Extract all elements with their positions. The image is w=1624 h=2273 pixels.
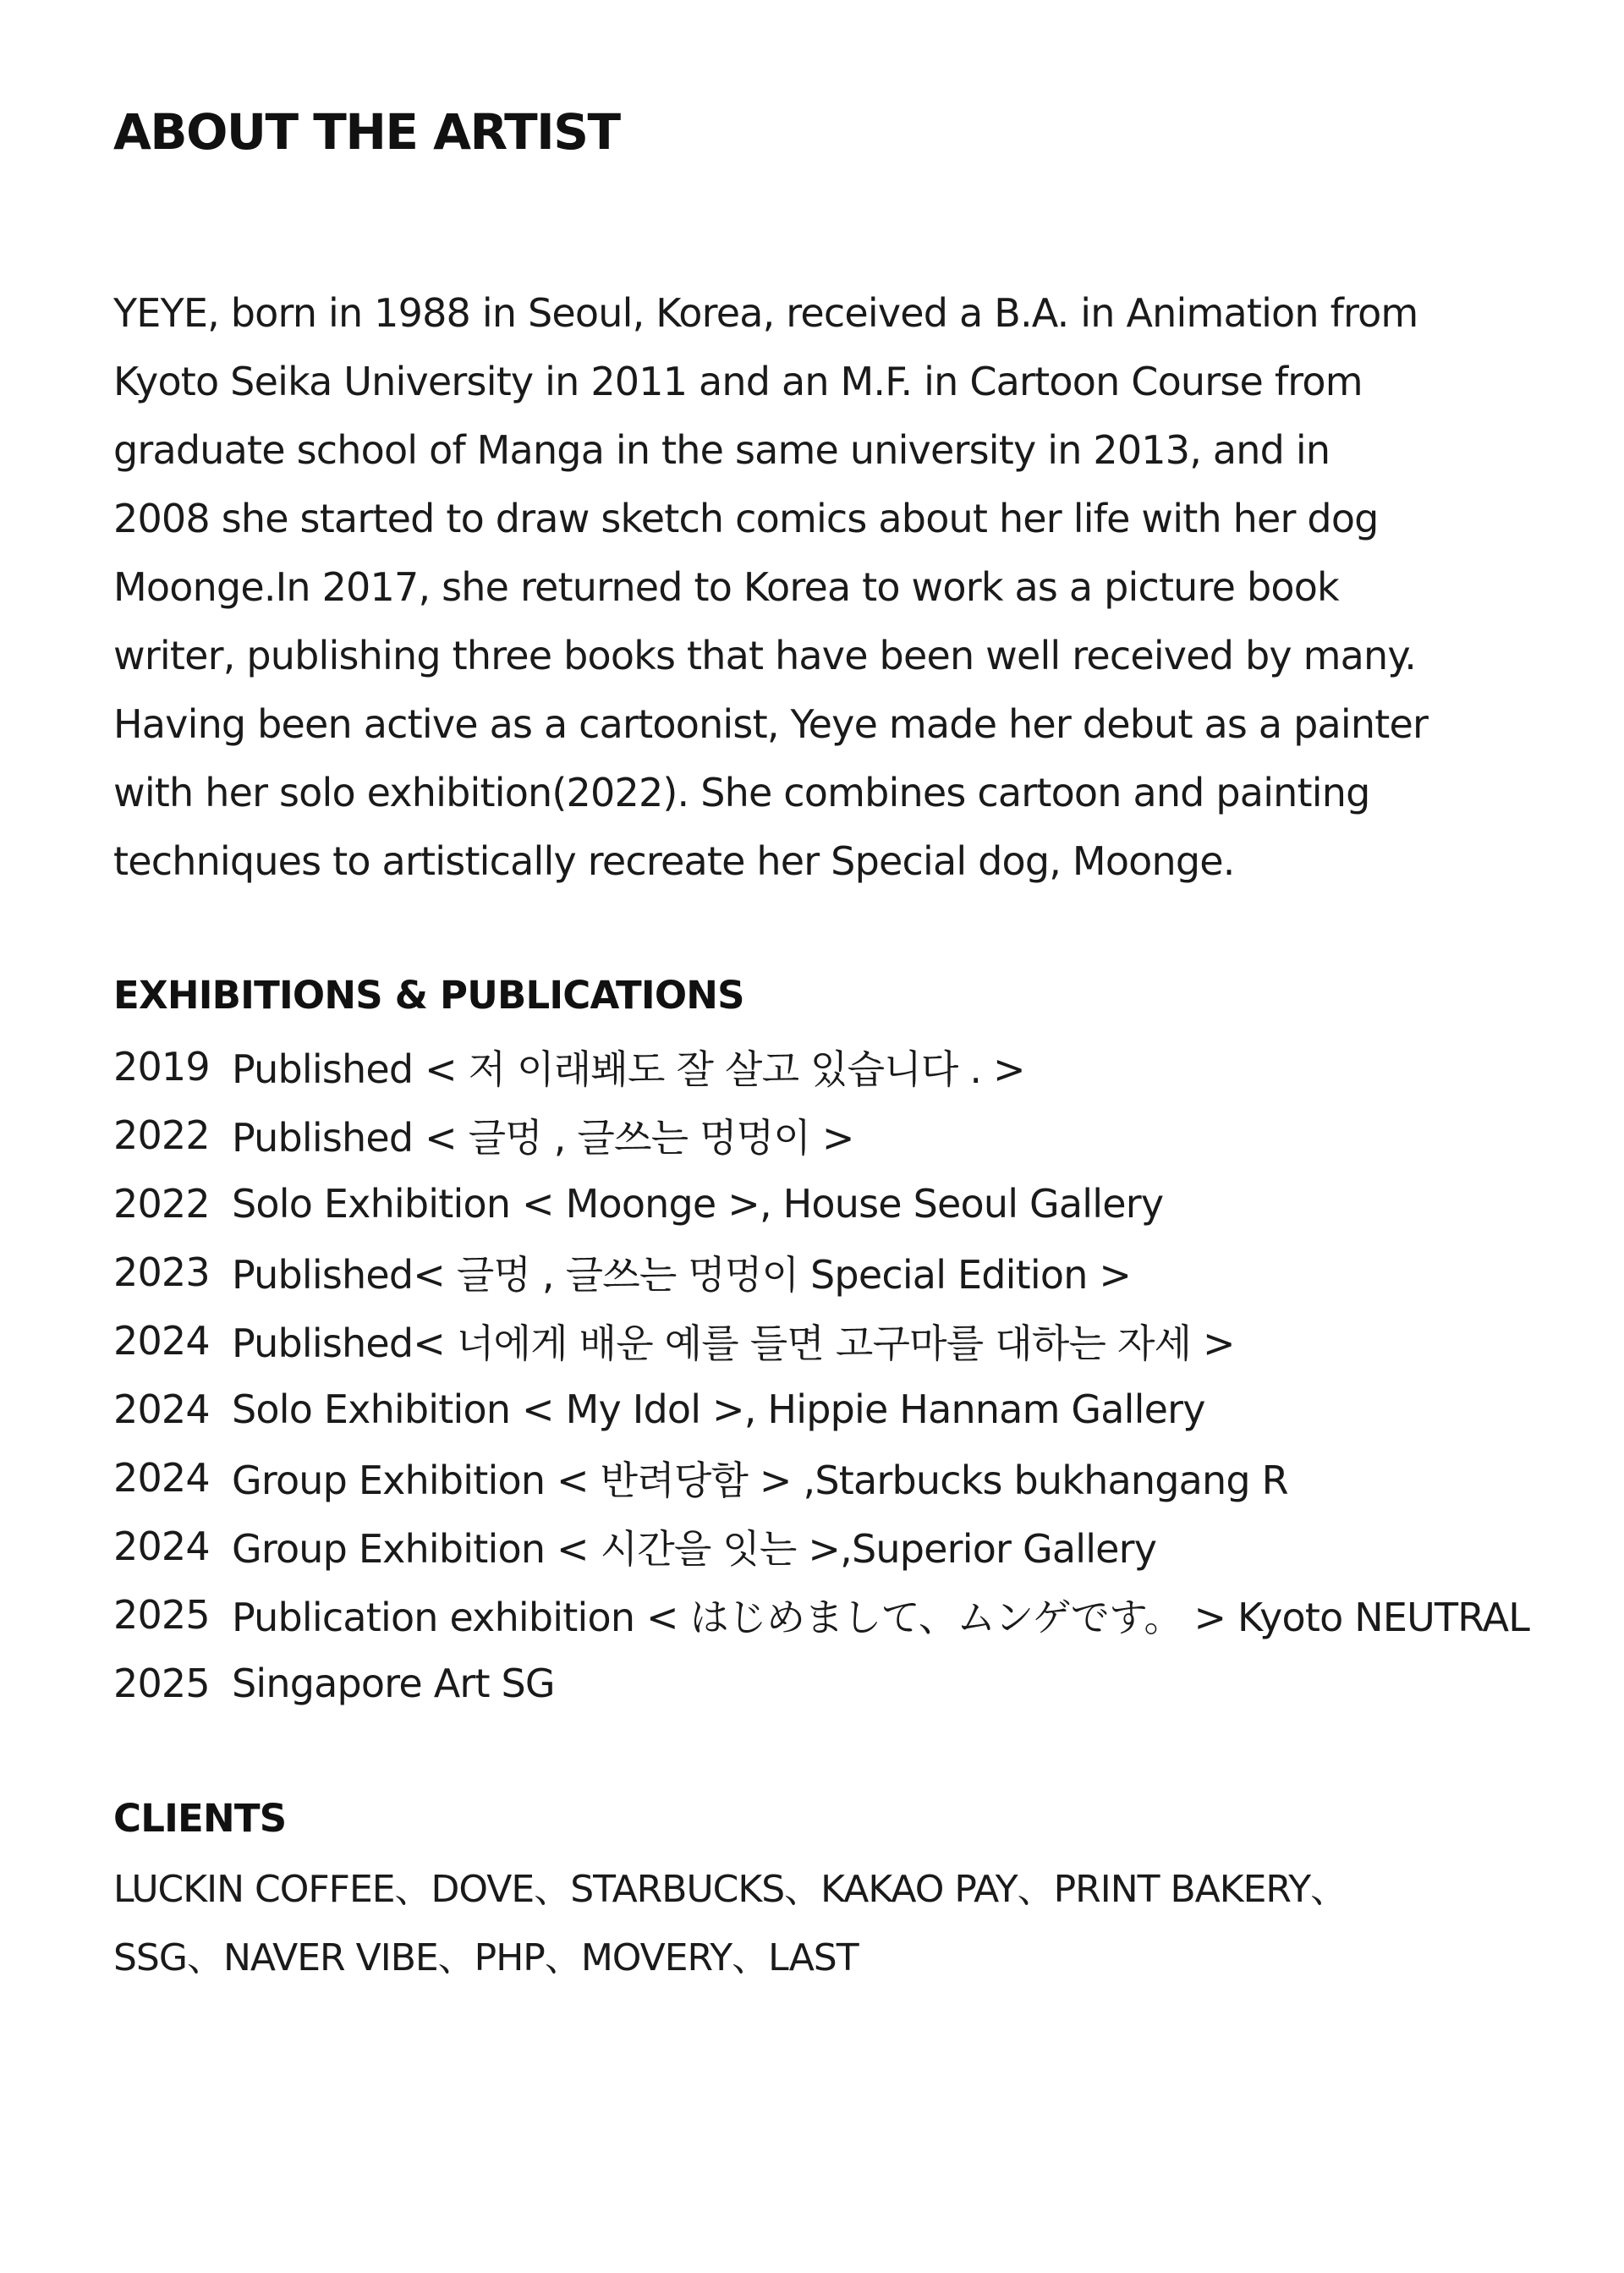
entry-text: Solo Exhibition < Moonge >, House Seoul Gallery	[232, 1180, 1164, 1227]
entry-text: Group Exhibition < 반려당함 > ,Starbucks bukhangang R	[232, 1457, 1288, 1503]
entry-year: 2023	[113, 1249, 210, 1295]
exhibition-entry	[113, 1512, 1529, 1580]
entry-text: Published < 글멍 , 글쓰는 멍멍이 >	[232, 1114, 854, 1161]
bio-line: writer, publishing three books that have been well received by many.	[113, 633, 1417, 678]
entry-text: Solo Exhibition < My Idol >, Hippie Hannam Gallery	[232, 1386, 1205, 1432]
clients-line: SSG、NAVER VIBE、PHP、MOVERY、LAST	[113, 1936, 859, 1979]
entry-year: 2025	[113, 1660, 210, 1706]
bio-line: with her solo exhibition(2022). She combines cartoon and painting	[113, 770, 1370, 815]
exhibition-entry	[113, 1580, 1529, 1649]
exhibitions-list	[113, 1032, 1529, 1717]
exhibitions-heading: EXHIBITIONS & PUBLICATIONS	[113, 973, 744, 1018]
clients-list	[113, 1855, 1347, 1992]
entry-year: 2024	[113, 1523, 210, 1569]
clients-line: LUCKIN COFFEE、DOVE、STARBUCKS、KAKAO PAY、PRINT BAKERY、	[113, 1868, 1347, 1911]
bio-line: YEYE, born in 1988 in Seoul, Korea, received a B.A. in Animation from	[113, 290, 1418, 336]
bio-line: Moonge.In 2017, she returned to Korea to work as a picture book	[113, 564, 1339, 610]
exhibition-entry	[113, 1101, 1529, 1169]
entry-text: Published < 저 이래봬도 잘 살고 있습니다 . >	[232, 1046, 1025, 1092]
artist-bio	[113, 279, 1543, 896]
entry-text: Group Exhibition < 시간을 잇는 >,Superior Gallery	[232, 1525, 1157, 1572]
exhibition-entry	[113, 1032, 1529, 1101]
exhibition-entry	[113, 1169, 1529, 1238]
clients-heading: CLIENTS	[113, 1796, 287, 1841]
bio-line: 2008 she started to draw sketch comics about her life with her dog	[113, 496, 1379, 541]
exhibition-entry	[113, 1375, 1529, 1443]
bio-line: graduate school of Manga in the same university in 2013, and in	[113, 427, 1330, 473]
entry-year: 2022	[113, 1112, 210, 1158]
bio-line: Kyoto Seika University in 2011 and an M.F. in Cartoon Course from	[113, 359, 1363, 404]
entry-year: 2025	[113, 1591, 210, 1638]
exhibition-entry	[113, 1649, 1529, 1717]
entry-year: 2024	[113, 1386, 210, 1432]
exhibition-entry	[113, 1238, 1529, 1306]
page-title: ABOUT THE ARTIST	[113, 103, 620, 161]
entry-year: 2024	[113, 1317, 210, 1364]
entry-year: 2022	[113, 1180, 210, 1227]
exhibition-entry	[113, 1443, 1529, 1512]
exhibition-entry	[113, 1306, 1529, 1375]
bio-line: Having been active as a cartoonist, Yeye made her debut as a painter	[113, 701, 1429, 747]
entry-year: 2019	[113, 1043, 210, 1090]
entry-text: Publication exhibition < はじめまして、ムンゲです。 > Kyoto NEUTRAL	[232, 1594, 1530, 1640]
bio-line: techniques to artistically recreate her Special dog, Moonge.	[113, 838, 1235, 884]
entry-text: Published< 글멍 , 글쓰는 멍멍이 Special Edition >	[232, 1251, 1132, 1298]
entry-text: Singapore Art SG	[232, 1660, 555, 1706]
entry-text: Published< 너에게 배운 예를 들면 고구마를 대하는 자세 >	[232, 1320, 1235, 1366]
entry-year: 2024	[113, 1454, 210, 1501]
